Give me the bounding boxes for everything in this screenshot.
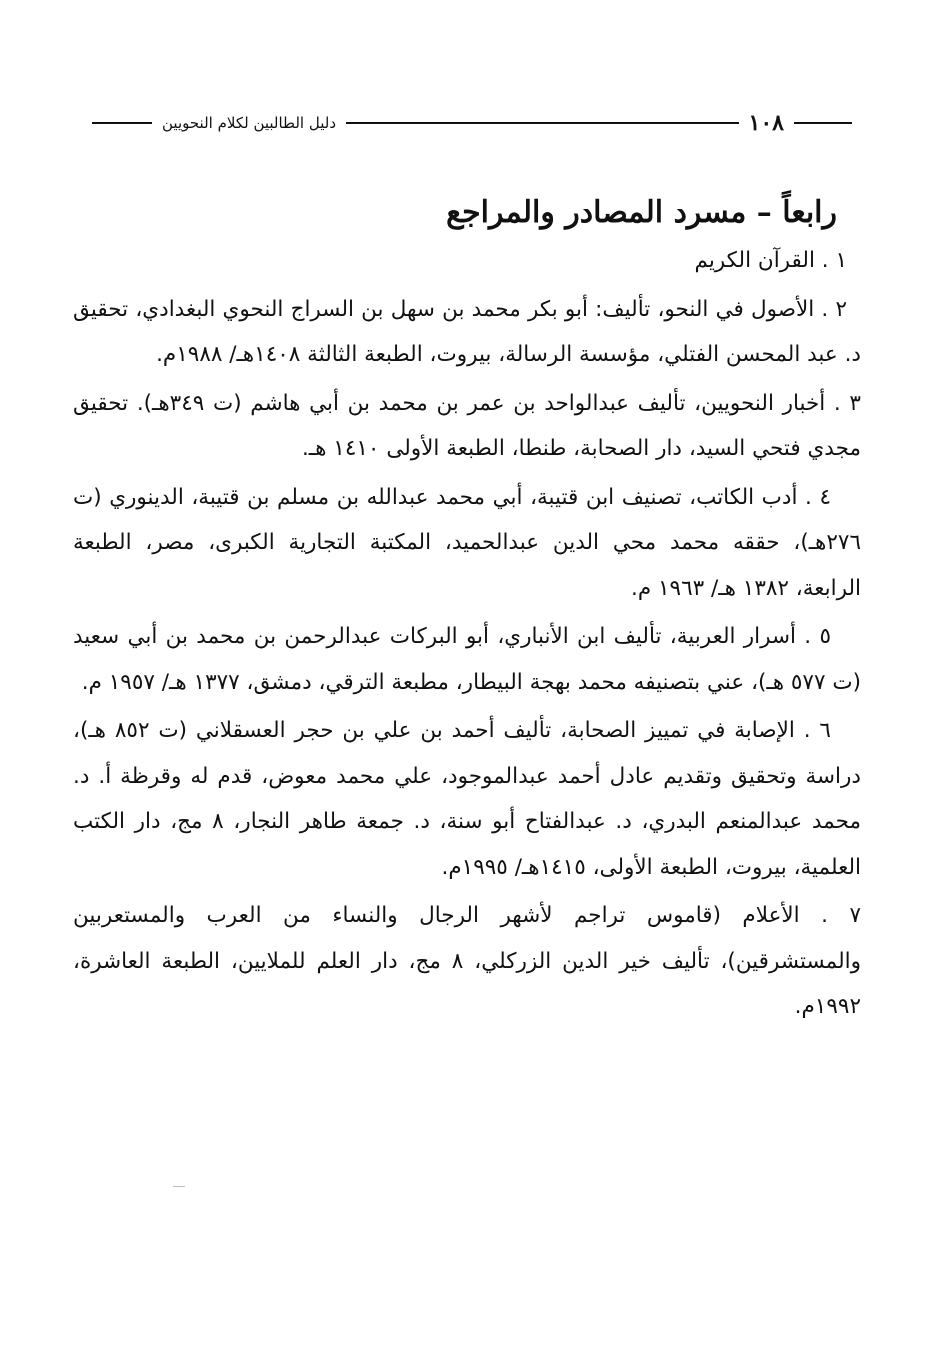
reference-item-6: ٦ . الإصابة في تمييز الصحابة، تأليف أحمد بن علي بن حجر العسقلاني (ت ٨٥٢ هـ)، دراسة وتحقيق وتقديم عادل أحمد عبدالموجود، علي محمد معوض، قدم له وقرظة أ. د. محمد عبدالمنعم البدري، د. عبدالفتاح أبو سنة، د. جمعة طاهر النجار، ٨ مج، دار الكتب العلمية، بيروت، الطبعة الأولى، ١٤١٥هـ/ ١٩٩٥م. bbox=[73, 718, 861, 880]
running-title: دليل الطالبين لكلام النحويين bbox=[162, 114, 337, 132]
scan-mark bbox=[173, 1186, 185, 1187]
page-number: ١٠٨ bbox=[748, 110, 784, 136]
header-rule bbox=[346, 122, 739, 124]
reference-list bbox=[73, 238, 861, 1033]
header-rule bbox=[92, 122, 152, 124]
running-header bbox=[92, 108, 852, 138]
reference-item-4: ٤ . أدب الكاتب، تصنيف ابن قتيبة، أبي محمد عبدالله بن مسلم بن قتيبة، الدينوري (ت ٢٧٦هـ)، حققه محمد محي الدين عبدالحميد، المكتبة التجارية الكبرى، مصر، الطبعة الرابعة، ١٣٨٢ هـ/ ١٩٦٣ م. bbox=[73, 484, 861, 601]
reference-item-1: ١ . القرآن الكريم bbox=[694, 248, 847, 273]
reference-item-3: ٣ . أخبار النحويين، تأليف عبدالواحد بن عمر بن محمد بن أبي هاشم (ت ٣٤٩هـ). تحقيق مجدي فتحي السيد، دار الصحابة، طنطا، الطبعة الأولى ١٤١٠ هـ. bbox=[73, 390, 861, 461]
reference-item-5: ٥ . أسرار العربية، تأليف ابن الأنباري، أبو البركات عبدالرحمن بن محمد بن أبي سعيد (ت ٥٧٧ هـ)، عني بتصنيفه محمد بهجة البيطار، مطبعة الترقي، دمشق، ١٣٧٧ هـ/ ١٩٥٧ م. bbox=[73, 624, 861, 695]
reference-item-2: ٢ . الأصول في النحو، تأليف: أبو بكر محمد بن سهل بن السراج النحوي البغدادي، تحقيق د. عبد المحسن الفتلي، مؤسسة الرسالة، بيروت، الطبعة الثالثة ١٤٠٨هـ/ ١٩٨٨م. bbox=[73, 296, 861, 367]
header-rule bbox=[794, 122, 852, 124]
section-heading: رابعاً – مسرد المصادر والمراجع bbox=[446, 195, 837, 230]
reference-item-7: ٧ . الأعلام (قاموس تراجم لأشهر الرجال والنساء من العرب والمستعربين والمستشرقين)، تأليف خير الدين الزركلي، ٨ مج، دار العلم للملايين، الطبعة العاشرة، ١٩٩٢م. bbox=[73, 903, 861, 1019]
